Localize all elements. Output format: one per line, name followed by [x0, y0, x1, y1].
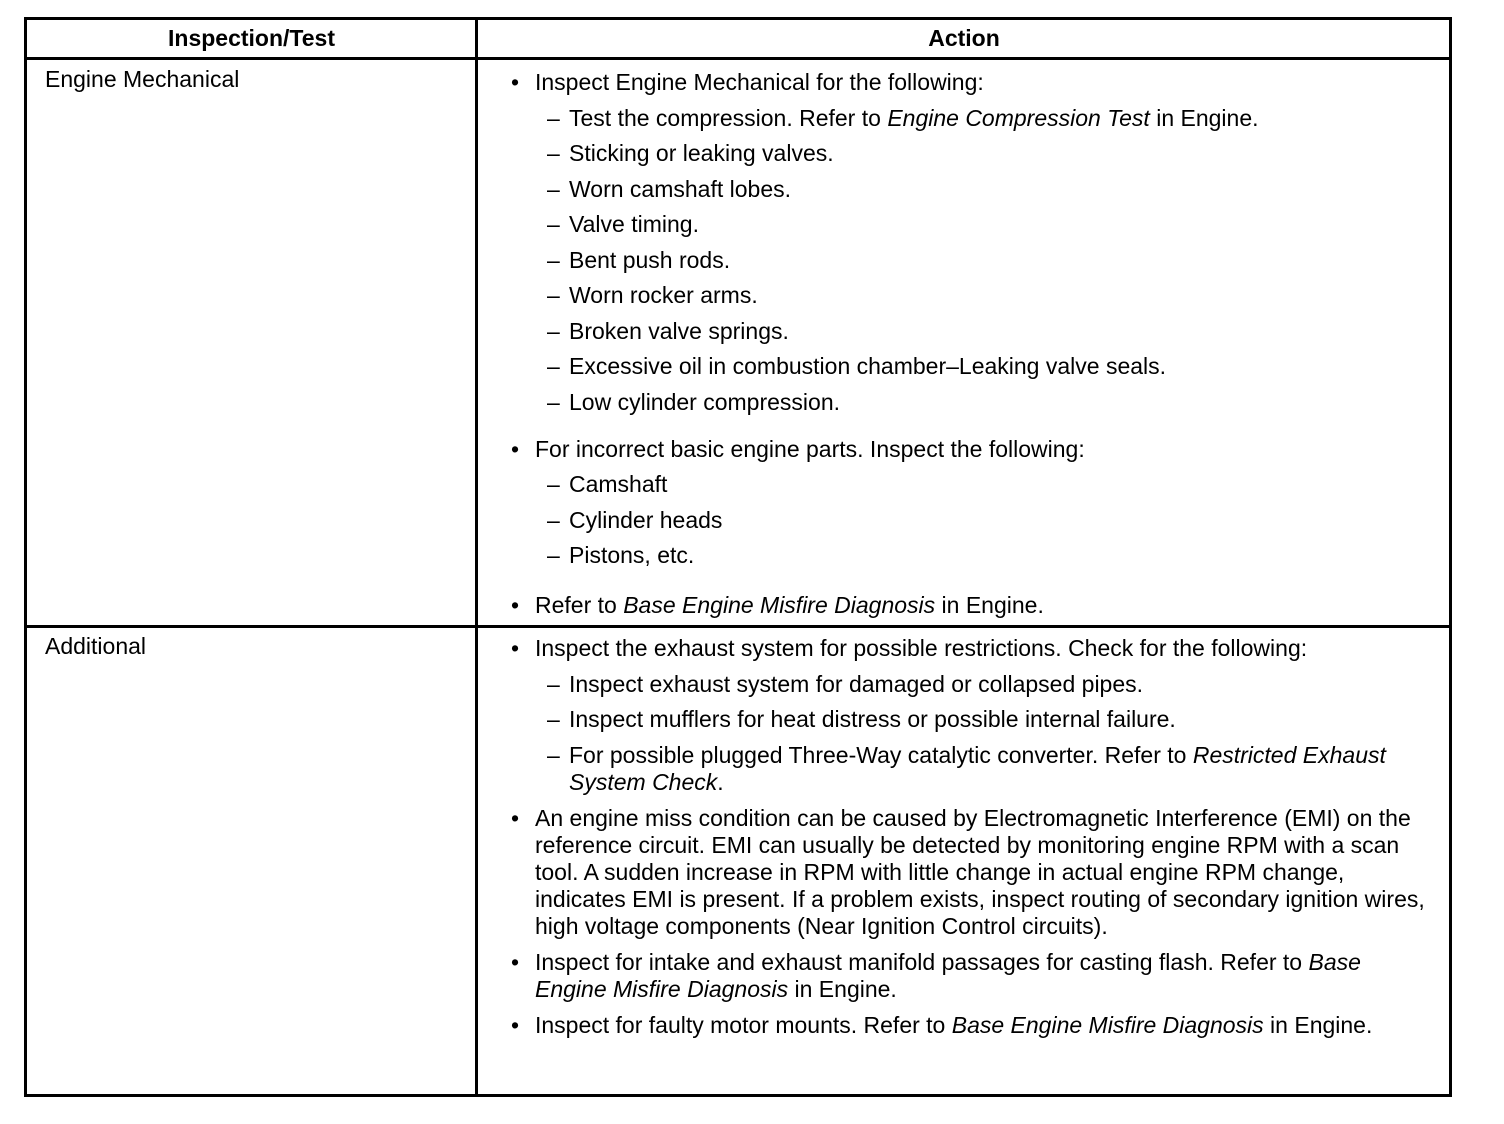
row-label-additional: Additional — [45, 633, 147, 659]
list-item: • An engine miss condition can be caused by Electromagnetic Interference (EMI) on the reference circuit. EMI can usually be detected by monitoring engine RPM with a scan tool. A sudden increase in RPM with little change in actual engine RPM change, indicates EMI is present. If a problem exists, inspect routing of secondary ignition wires, high voltage components (Near Ignition Control circuits). — [509, 805, 1435, 940]
sub-item: – Low cylinder compression. — [509, 389, 1435, 416]
sub-item: – Worn rocker arms. — [509, 282, 1435, 309]
diagnostic-table — [24, 17, 1452, 1097]
sub-item: – Test the compression. Refer to Engine Compression Test in Engine. — [509, 105, 1435, 132]
list-item: • Inspect the exhaust system for possible restrictions. Check for the following: — [509, 635, 1435, 662]
sub-item: – Inspect exhaust system for damaged or collapsed pipes. — [509, 671, 1435, 698]
list-item: • Inspect for intake and exhaust manifold passages for casting flash. Refer to Base Engine Misfire Diagnosis in Engine. — [509, 949, 1435, 1003]
list-item: • Inspect for faulty motor mounts. Refer to Base Engine Misfire Diagnosis in Engine. — [509, 1012, 1435, 1039]
sub-item: – Cylinder heads — [509, 507, 1435, 534]
sub-item: – Excessive oil in combustion chamber–Leaking valve seals. — [509, 353, 1435, 380]
sub-item: – Sticking or leaking valves. — [509, 140, 1435, 167]
table-header — [27, 20, 1449, 60]
sub-item: – Inspect mufflers for heat distress or possible internal failure. — [509, 706, 1435, 733]
list-item: • Inspect Engine Mechanical for the following: — [509, 69, 1435, 96]
sub-item: – Camshaft — [509, 471, 1435, 498]
action-cell-engine-mechanical — [509, 69, 1435, 619]
header-action: Action — [928, 25, 1000, 51]
row-label-engine-mechanical: Engine Mechanical — [45, 66, 240, 92]
sub-item: – For possible plugged Three-Way catalytic converter. Refer to Restricted Exhaust System Check. — [509, 742, 1435, 796]
column-divider — [475, 20, 478, 1094]
sub-item: – Worn camshaft lobes. — [509, 176, 1435, 203]
action-cell-additional — [509, 635, 1435, 1039]
sub-item: – Pistons, etc. — [509, 542, 1435, 569]
sub-item: – Valve timing. — [509, 211, 1435, 238]
sub-item: – Broken valve springs. — [509, 318, 1435, 345]
row-divider — [27, 625, 1449, 628]
list-item: • Refer to Base Engine Misfire Diagnosis in Engine. — [509, 592, 1435, 619]
list-item: • For incorrect basic engine parts. Inspect the following: — [509, 436, 1435, 463]
sub-item: – Bent push rods. — [509, 247, 1435, 274]
header-inspection-test: Inspection/Test — [168, 25, 335, 51]
